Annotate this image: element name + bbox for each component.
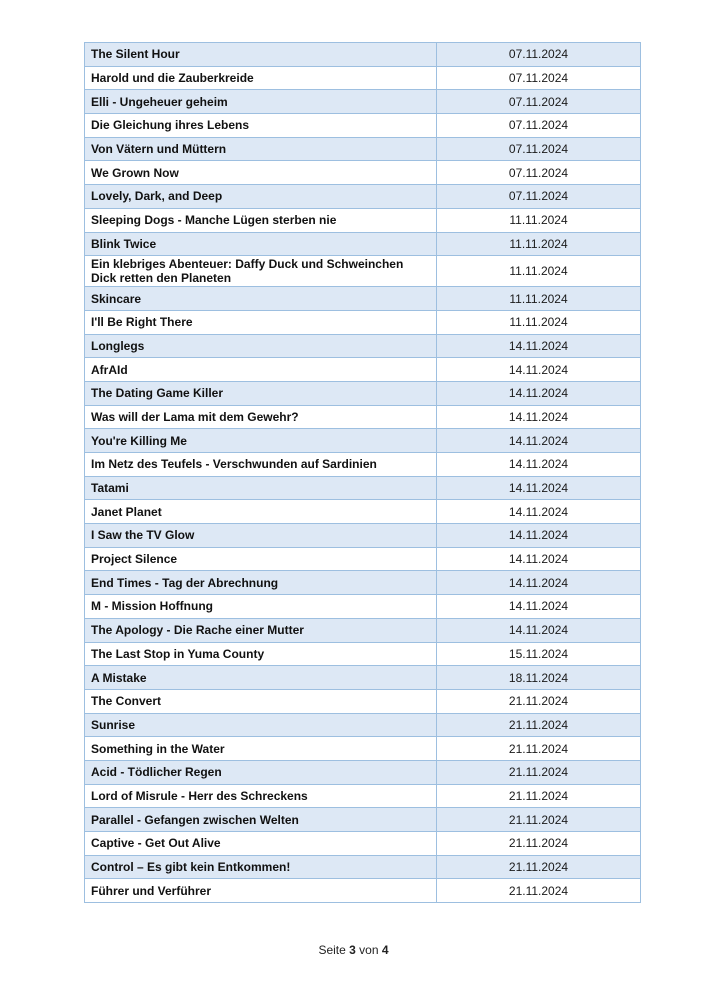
- movie-title-cell: Sunrise: [85, 713, 437, 737]
- release-date-cell: 15.11.2024: [437, 642, 641, 666]
- movie-title-cell: A Mistake: [85, 666, 437, 690]
- table-row: [85, 334, 641, 358]
- table-row: [85, 760, 641, 784]
- release-date-cell: 11.11.2024: [437, 256, 641, 287]
- movie-title-cell: Tatami: [85, 476, 437, 500]
- release-date-cell: 11.11.2024: [437, 232, 641, 256]
- movie-title-cell: The Apology - Die Rache einer Mutter: [85, 618, 437, 642]
- release-date-cell: 21.11.2024: [437, 808, 641, 832]
- table-row: [85, 524, 641, 548]
- movie-title-cell: Elli - Ungeheuer geheim: [85, 90, 437, 114]
- table-row: [85, 161, 641, 185]
- table-row: [85, 429, 641, 453]
- release-date-cell: 21.11.2024: [437, 713, 641, 737]
- release-table: [84, 42, 641, 903]
- page-footer: [0, 943, 707, 957]
- release-date-cell: 07.11.2024: [437, 66, 641, 90]
- movie-title-cell: Acid - Tödlicher Regen: [85, 760, 437, 784]
- release-date-cell: 21.11.2024: [437, 879, 641, 903]
- release-date-cell: 07.11.2024: [437, 90, 641, 114]
- movie-title-cell: Was will der Lama mit dem Gewehr?: [85, 405, 437, 429]
- table-row: [85, 642, 641, 666]
- movie-title-cell: Lovely, Dark, and Deep: [85, 185, 437, 209]
- movie-title-cell: M - Mission Hoffnung: [85, 595, 437, 619]
- movie-title-cell: Project Silence: [85, 547, 437, 571]
- release-date-cell: 11.11.2024: [437, 208, 641, 232]
- table-row: [85, 784, 641, 808]
- table-row: [85, 256, 641, 287]
- table-row: [85, 855, 641, 879]
- table-row: [85, 208, 641, 232]
- movie-title-cell: Harold und die Zauberkreide: [85, 66, 437, 90]
- release-date-cell: 14.11.2024: [437, 571, 641, 595]
- release-date-cell: 18.11.2024: [437, 666, 641, 690]
- release-date-cell: 07.11.2024: [437, 114, 641, 138]
- release-date-cell: 21.11.2024: [437, 760, 641, 784]
- release-date-cell: 07.11.2024: [437, 43, 641, 67]
- movie-title-cell: Janet Planet: [85, 500, 437, 524]
- movie-title-cell: Sleeping Dogs - Manche Lügen sterben nie: [85, 208, 437, 232]
- table-row: [85, 90, 641, 114]
- release-date-cell: 07.11.2024: [437, 137, 641, 161]
- release-date-cell: 14.11.2024: [437, 618, 641, 642]
- movie-title-cell: Parallel - Gefangen zwischen Welten: [85, 808, 437, 832]
- release-date-cell: 21.11.2024: [437, 784, 641, 808]
- table-row: [85, 137, 641, 161]
- movie-title-cell: The Convert: [85, 689, 437, 713]
- movie-title-cell: Captive - Get Out Alive: [85, 832, 437, 856]
- movie-title-cell: I'll Be Right There: [85, 310, 437, 334]
- movie-title-cell: The Last Stop in Yuma County: [85, 642, 437, 666]
- release-date-cell: 14.11.2024: [437, 381, 641, 405]
- release-date-cell: 14.11.2024: [437, 429, 641, 453]
- table-row: [85, 547, 641, 571]
- movie-title-cell: Skincare: [85, 287, 437, 311]
- release-date-cell: 14.11.2024: [437, 358, 641, 382]
- release-date-cell: 07.11.2024: [437, 185, 641, 209]
- table-row: [85, 453, 641, 477]
- release-date-cell: 14.11.2024: [437, 453, 641, 477]
- table-row: [85, 310, 641, 334]
- movie-title-cell: AfrAId: [85, 358, 437, 382]
- footer-total-pages: 4: [381, 943, 389, 957]
- table-row: [85, 832, 641, 856]
- release-date-cell: 21.11.2024: [437, 737, 641, 761]
- table-row: [85, 571, 641, 595]
- movie-title-cell: Blink Twice: [85, 232, 437, 256]
- release-date-cell: 14.11.2024: [437, 547, 641, 571]
- release-date-cell: 14.11.2024: [437, 500, 641, 524]
- table-row: [85, 737, 641, 761]
- movie-title-cell: Von Vätern und Müttern: [85, 137, 437, 161]
- release-date-cell: 21.11.2024: [437, 689, 641, 713]
- release-date-cell: 11.11.2024: [437, 287, 641, 311]
- movie-title-cell: Führer und Verführer: [85, 879, 437, 903]
- movie-title-cell: Lord of Misrule - Herr des Schreckens: [85, 784, 437, 808]
- movie-title-cell: Control – Es gibt kein Entkommen!: [85, 855, 437, 879]
- movie-title-cell: Im Netz des Teufels - Verschwunden auf Sardinien: [85, 453, 437, 477]
- movie-title-cell: Something in the Water: [85, 737, 437, 761]
- movie-title-cell: End Times - Tag der Abrechnung: [85, 571, 437, 595]
- table-body: [85, 43, 641, 903]
- release-date-cell: 21.11.2024: [437, 832, 641, 856]
- table-row: [85, 595, 641, 619]
- release-date-cell: 21.11.2024: [437, 855, 641, 879]
- table-row: [85, 114, 641, 138]
- table-row: [85, 358, 641, 382]
- movie-title-cell: You're Killing Me: [85, 429, 437, 453]
- movie-title-cell: Longlegs: [85, 334, 437, 358]
- release-date-cell: 14.11.2024: [437, 595, 641, 619]
- release-date-cell: 14.11.2024: [437, 334, 641, 358]
- table-row: [85, 43, 641, 67]
- table-row: [85, 232, 641, 256]
- release-date-cell: 14.11.2024: [437, 405, 641, 429]
- table-row: [85, 287, 641, 311]
- table-row: [85, 808, 641, 832]
- table-row: [85, 666, 641, 690]
- release-date-cell: 07.11.2024: [437, 161, 641, 185]
- movie-title-cell: Ein klebriges Abenteuer: Daffy Duck und Schweinchen Dick retten den Planeten: [85, 256, 437, 287]
- release-date-cell: 14.11.2024: [437, 524, 641, 548]
- table-row: [85, 618, 641, 642]
- table-row: [85, 185, 641, 209]
- movie-title-cell: Die Gleichung ihres Lebens: [85, 114, 437, 138]
- table-row: [85, 879, 641, 903]
- movie-title-cell: The Dating Game Killer: [85, 381, 437, 405]
- table-row: [85, 405, 641, 429]
- footer-prefix: Seite: [318, 943, 346, 957]
- table-row: [85, 66, 641, 90]
- release-date-cell: 14.11.2024: [437, 476, 641, 500]
- footer-separator: von: [359, 943, 379, 957]
- table-row: [85, 476, 641, 500]
- movie-title-cell: I Saw the TV Glow: [85, 524, 437, 548]
- table-row: [85, 500, 641, 524]
- release-date-cell: 11.11.2024: [437, 310, 641, 334]
- footer-current-page: 3: [349, 943, 356, 957]
- table-row: [85, 381, 641, 405]
- movie-title-cell: We Grown Now: [85, 161, 437, 185]
- table-row: [85, 713, 641, 737]
- movie-title-cell: The Silent Hour: [85, 43, 437, 67]
- table-row: [85, 689, 641, 713]
